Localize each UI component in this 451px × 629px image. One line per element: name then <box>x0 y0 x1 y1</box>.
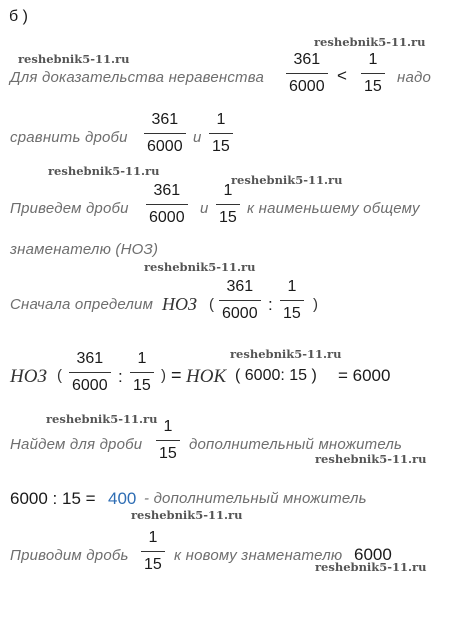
line1-tail: надо <box>397 69 432 86</box>
denominator: 6000 <box>222 305 258 322</box>
problem-label: б ) <box>9 8 28 25</box>
numerator: 361 <box>76 350 104 367</box>
watermark: reshebnik5-11.ru <box>46 412 158 426</box>
denominator: 15 <box>364 78 382 95</box>
abbr-nok: НОК <box>186 366 227 387</box>
fraction-361-6000 <box>144 112 186 155</box>
close-paren: ) <box>313 296 318 313</box>
fraction-361-6000 <box>146 183 188 226</box>
fraction-1-15 <box>216 183 240 226</box>
line4-text: знаменателю (НОЗ) <box>10 241 159 258</box>
line9-tail: к новому знаменателю <box>174 547 343 564</box>
open-paren: ( <box>209 296 214 313</box>
fraction-361-6000 <box>69 351 111 394</box>
abbr-noz: НОЗ <box>10 366 47 387</box>
watermark: reshebnik5-11.ru <box>315 560 427 574</box>
nok-expression: ( 6000: 15 ) <box>235 367 317 384</box>
numerator: 1 <box>368 51 378 68</box>
open-paren: ( <box>57 367 62 384</box>
numerator: 1 <box>223 182 233 199</box>
conjunction: и <box>200 200 209 217</box>
watermark: reshebnik5-11.ru <box>144 260 256 274</box>
watermark: reshebnik5-11.ru <box>314 35 426 49</box>
denominator: 6000 <box>72 377 108 394</box>
denominator: 15 <box>144 556 162 573</box>
colon: : <box>268 295 273 314</box>
watermark: reshebnik5-11.ru <box>18 52 130 66</box>
new-denominator: 6000 <box>354 545 392 564</box>
watermark: reshebnik5-11.ru <box>231 173 343 187</box>
denominator: 6000 <box>147 138 183 155</box>
numerator: 1 <box>163 418 173 435</box>
denominator: 15 <box>159 445 177 462</box>
fraction-1-15 <box>130 351 154 394</box>
close-paren: ) <box>161 367 166 384</box>
line7-text: Найдем для дроби <box>10 436 143 453</box>
fraction-361-6000 <box>286 52 328 95</box>
equals-sign: = <box>171 365 182 385</box>
numerator: 361 <box>151 111 179 128</box>
line7-tail: дополнительный множитель <box>189 436 403 453</box>
watermark: reshebnik5-11.ru <box>131 508 243 522</box>
numerator: 1 <box>148 529 158 546</box>
division-expression: 6000 : 15 = <box>10 489 96 508</box>
denominator: 6000 <box>149 209 185 226</box>
watermark: reshebnik5-11.ru <box>315 452 427 466</box>
denominator: 6000 <box>289 78 325 95</box>
fraction-1-15 <box>209 112 233 155</box>
fraction-1-15 <box>280 279 304 322</box>
fraction-1-15 <box>361 52 385 95</box>
watermark: reshebnik5-11.ru <box>48 164 160 178</box>
numerator: 361 <box>153 182 181 199</box>
colon: : <box>118 367 123 386</box>
denominator: 15 <box>283 305 301 322</box>
line8-tail: - дополнительный множитель <box>144 490 367 507</box>
fraction-1-15 <box>141 530 165 573</box>
denominator: 15 <box>219 209 237 226</box>
nok-result: = 6000 <box>338 366 391 385</box>
numerator: 1 <box>137 350 147 367</box>
line2-text: сравнить дроби <box>10 129 128 146</box>
multiplier-value: 400 <box>108 489 137 508</box>
line9-text: Приводим дробь <box>10 547 129 564</box>
numerator: 361 <box>226 278 254 295</box>
fraction-361-6000 <box>219 279 261 322</box>
line5-text: Сначала определим <box>10 296 154 313</box>
line3-text: Приведем дроби <box>10 200 129 217</box>
numerator: 361 <box>293 51 321 68</box>
denominator: 15 <box>133 377 151 394</box>
abbr-noz: НОЗ <box>162 294 197 314</box>
line3-tail: к наименьшему общему <box>247 200 420 217</box>
watermark: reshebnik5-11.ru <box>230 347 342 361</box>
line1-text: Для доказательства неравенства <box>10 69 264 86</box>
fraction-1-15 <box>156 419 180 462</box>
less-than-sign: < <box>337 66 347 85</box>
numerator: 1 <box>216 111 226 128</box>
conjunction: и <box>193 129 202 146</box>
denominator: 15 <box>212 138 230 155</box>
numerator: 1 <box>287 278 297 295</box>
